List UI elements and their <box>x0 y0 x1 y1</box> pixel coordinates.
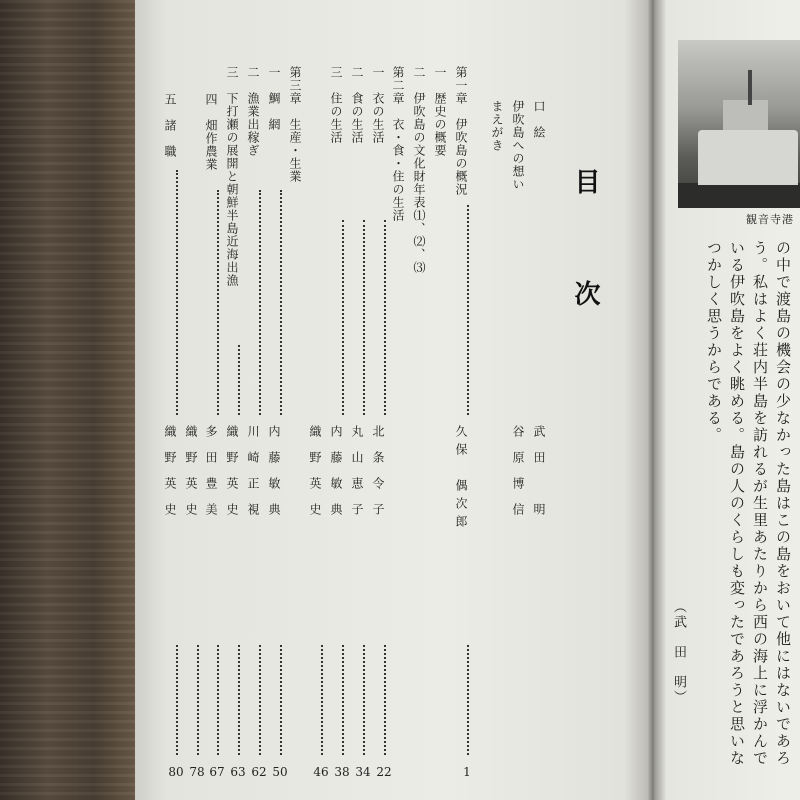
toc-label-taiami: 一 鯛 網 <box>267 66 281 131</box>
toc-page-number: 63 <box>230 765 246 779</box>
toc-heading: 目 次 <box>570 168 600 336</box>
toc-label-chapter-2: 第二章 衣・食・住の生活 <box>391 66 405 222</box>
toc-author: 川崎正視 <box>246 425 260 529</box>
toc-label-bunkazai: 二 伊吹島の文化財年表⑴、⑵、⑶ <box>412 66 426 274</box>
leader-dots <box>259 645 261 755</box>
toc-label-shoshoku: 五 諸 職 <box>163 93 177 158</box>
toc-author: 丸山恵子 <box>350 425 364 529</box>
leader-dots <box>259 190 261 415</box>
preface-line-1: の中で渡島の機会の少なかった島はこの島をおいて他にはないであろ <box>774 240 792 767</box>
leader-dots <box>321 645 323 755</box>
toc-label-dekasegi: 二 漁業出稼ぎ <box>246 66 260 157</box>
toc-page-number: 62 <box>251 765 267 779</box>
leader-dots <box>384 220 386 415</box>
toc-label-kuchie: 口 絵 <box>532 100 546 139</box>
toc-label-rekishi: 一 歴史の概要 <box>433 66 447 157</box>
toc-label-i: 一 衣の生活 <box>371 66 385 144</box>
toc-page-number: 50 <box>272 765 288 779</box>
leader-dots <box>467 205 469 415</box>
toc-author: 織野英史 <box>184 425 198 529</box>
toc-page-number: 78 <box>189 765 205 779</box>
toc-author: 武田 明 <box>532 425 546 529</box>
toc-label-shoku: 二 食の生活 <box>350 66 364 144</box>
toc-label-hatasaku: 四 畑作農業 <box>204 93 218 171</box>
toc-page-number: 34 <box>355 765 371 779</box>
leader-dots <box>176 645 178 755</box>
leader-dots <box>363 220 365 415</box>
toc-author: 谷原博信 <box>511 425 525 529</box>
toc-label-ju: 三 住の生活 <box>329 66 343 144</box>
toc-author: 北条令子 <box>371 425 385 529</box>
preface-line-2: う。私はよく荘内半島を訪れるが生里あたりから西の海上に浮かんで <box>751 240 769 767</box>
toc-author: 内藤敏典 <box>329 425 343 529</box>
toc-label-chapter-1: 第一章 伊吹島の概況 <box>454 66 468 196</box>
leader-dots <box>363 645 365 755</box>
toc-author: 多田豊美 <box>204 425 218 529</box>
toc-label-utase: 三 下打瀬の展開と朝鮮半島近海出漁 <box>225 66 239 287</box>
sea-shape <box>678 183 800 208</box>
wooden-table-background <box>0 0 135 800</box>
toc-author: 織野英史 <box>308 425 322 529</box>
leader-dots <box>280 190 282 415</box>
leader-dots <box>217 190 219 415</box>
toc-page-number: 46 <box>313 765 329 779</box>
leader-dots <box>467 645 469 755</box>
toc-label-maegaki: まえがき <box>490 100 504 152</box>
ship-shape <box>698 130 798 185</box>
preface-signature: （武 田 明） <box>671 600 686 705</box>
leader-dots <box>238 645 240 755</box>
leader-dots <box>238 345 240 415</box>
leader-dots <box>217 645 219 755</box>
toc-page-number: 80 <box>168 765 184 779</box>
harbor-ship-photo <box>678 40 800 208</box>
leader-dots <box>176 170 178 415</box>
toc-author: 久保 偶次郎 <box>454 425 468 533</box>
toc-author: 内藤敏典 <box>267 425 281 529</box>
toc-label-omoi: 伊吹島への想い <box>511 100 525 191</box>
toc-page-number: 22 <box>376 765 392 779</box>
toc-page-number: 38 <box>334 765 350 779</box>
toc-label-chapter-3: 第三章 生産・生業 <box>288 66 302 183</box>
leader-dots <box>197 645 199 755</box>
photo-caption: 観音寺港 <box>746 213 794 226</box>
toc-page-number: 1 <box>463 765 471 779</box>
leader-dots <box>384 645 386 755</box>
preface-line-3: いる伊吹島をよく眺める。島の人のくらしも変ったであろうと思いな <box>728 240 746 767</box>
toc-author: 織野英史 <box>163 425 177 529</box>
toc-page-number: 67 <box>209 765 225 779</box>
leader-dots <box>280 645 282 755</box>
preface-line-4: つかしく思うからである。 <box>705 240 723 444</box>
toc-author: 織野英史 <box>225 425 239 529</box>
leader-dots <box>342 220 344 415</box>
leader-dots <box>342 645 344 755</box>
